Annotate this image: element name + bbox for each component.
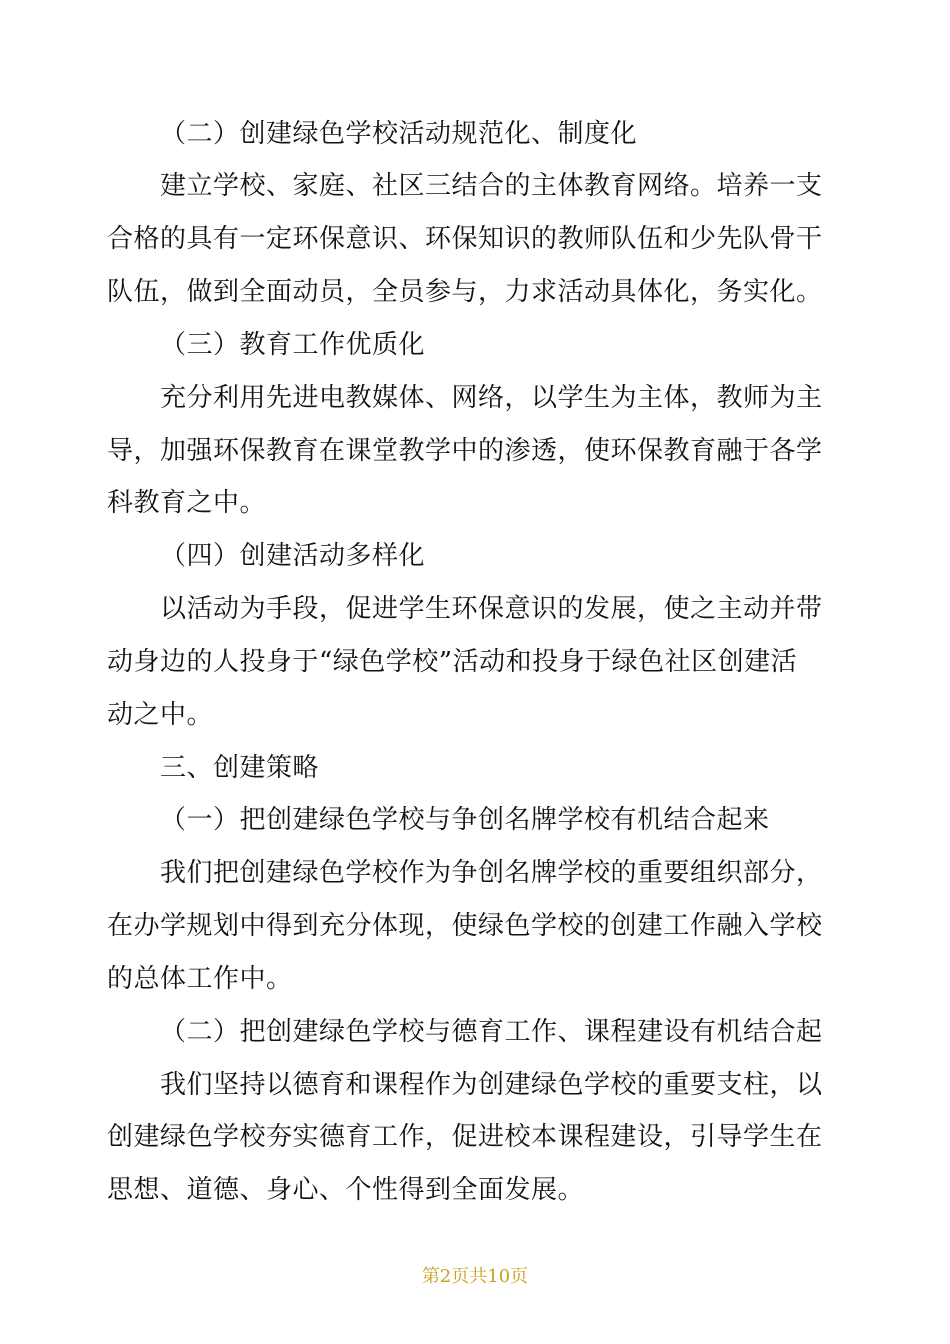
paragraph-line: 队伍，做到全面动员，全员参与，力求活动具体化，务实化。	[107, 277, 823, 307]
paragraph-line: 在办学规划中得到充分体现，使绿色学校的创建工作融入学校	[107, 911, 823, 941]
paragraph-line: 我们把创建绿色学校作为争创名牌学校的重要组织部分，	[160, 858, 823, 888]
paragraph-line: 建立学校、家庭、社区三结合的主体教育网络。培养一支	[160, 171, 823, 201]
subheading-2b: （二）把创建绿色学校与德育工作、课程建设有机结合起	[160, 1017, 823, 1047]
paragraph-line: 的总体工作中。	[107, 964, 293, 994]
subheading-3: （三）教育工作优质化	[160, 330, 426, 360]
subheading-1: （一）把创建绿色学校与争创名牌学校有机结合起来	[160, 805, 770, 835]
paragraph-line: 创建绿色学校夯实德育工作，促进校本课程建设，引导学生在	[107, 1122, 823, 1152]
section-heading: 三、创建策略	[160, 753, 320, 783]
subheading-4: （四）创建活动多样化	[160, 541, 426, 571]
paragraph-line: 我们坚持以德育和课程作为创建绿色学校的重要支柱，以	[160, 1070, 823, 1100]
paragraph-line: 动之中。	[107, 700, 214, 730]
paragraph-line: 以活动为手段，促进学生环保意识的发展，使之主动并带	[160, 594, 823, 624]
paragraph-line: 导，加强环保教育在课堂教学中的渗透，使环保教育融于各学	[107, 436, 823, 466]
paragraph-line: 合格的具有一定环保意识、环保知识的教师队伍和少先队骨干	[107, 224, 823, 254]
subheading-2: （二）创建绿色学校活动规范化、制度化	[160, 119, 638, 149]
page-number-footer: 第2页共10页	[421, 1266, 529, 1287]
paragraph-line: 充分利用先进电教媒体、网络，以学生为主体，教师为主	[160, 383, 823, 413]
paragraph-line: 动身边的人投身于“绿色学校”活动和投身于绿色社区创建活	[107, 647, 798, 677]
paragraph-line: 科教育之中。	[107, 488, 267, 518]
paragraph-line: 思想、道德、身心、个性得到全面发展。	[107, 1175, 585, 1205]
